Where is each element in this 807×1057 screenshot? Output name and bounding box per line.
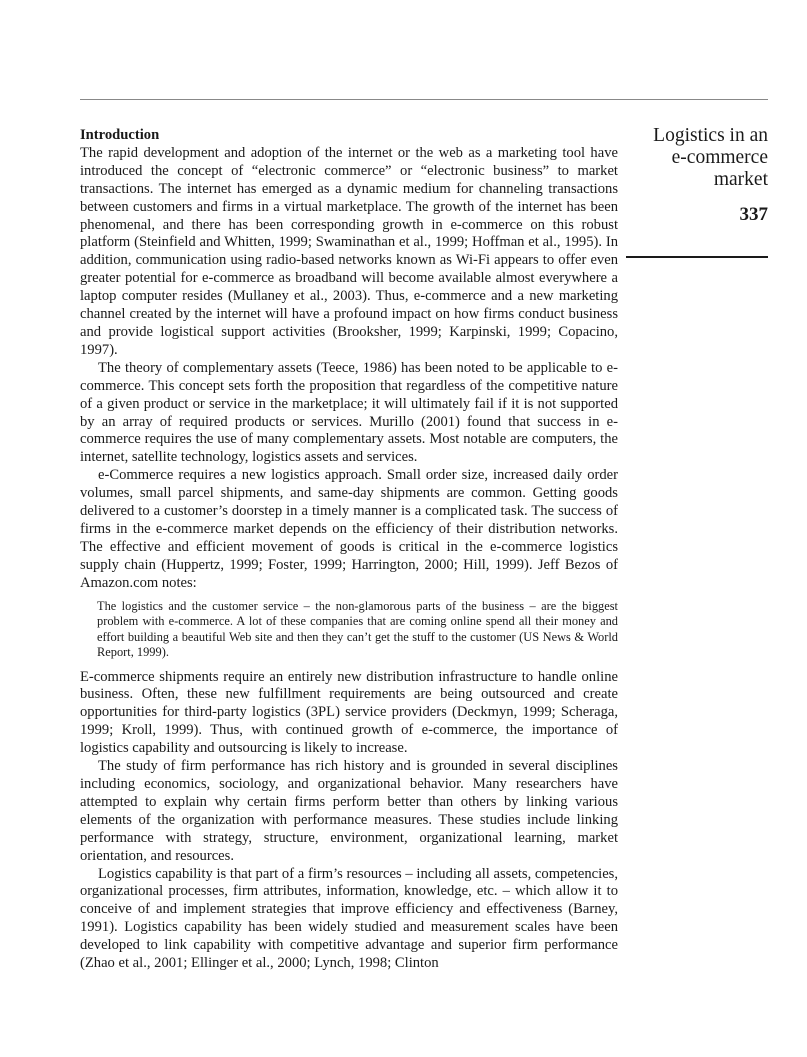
running-title-line-2: e-commerce: [671, 147, 768, 168]
paragraph-5: The study of firm performance has rich history and is grounded in several disciplines including economics, sociology, and organizational behavior. Many researchers have attempted to explain why certain firms perform better than others by linking various elements of the organization with performance measures. These studies include linking performance with strategy, structure, environment, organizational learning, market orientation, and resources.: [80, 758, 618, 864]
body-text: [80, 127, 618, 973]
running-title-line-3: market: [713, 169, 768, 190]
page-number-rule: [626, 256, 768, 258]
paragraph-3: e-Commerce requires a new logistics approach. Small order size, increased daily order volumes, small parcel shipments, and same-day shipments are common. Getting goods delivered to a customer’s doorstep in a timely manner is a complicated task. The success of firms in the e-commerce market depends on the efficiency of their distribution networks. The effective and efficient movement of goods is critical in the e-commerce logistics supply chain (Huppertz, 1999; Foster, 1999; Harrington, 2000; Hill, 1999). Jeff Bezos of Amazon.com notes:: [80, 467, 618, 591]
block-quote: The logistics and the customer service – the non-glamorous parts of the business – are the biggest problem with e-commerce. A lot of these companies that are coming online spend all their money and effort building a beautiful Web site and then they can’t get the stuff to the customer (US News & World Report, 1999).: [97, 598, 618, 660]
paragraph-2: The theory of complementary assets (Teece, 1986) has been noted to be applicable to e-commerce. This concept sets forth the proposition that regardless of the competitive nature of a given product or service in the marketplace; it will ultimately fail if it is not supported by an array of required products or services. Murillo (2001) found that success in e-commerce requires the use of many complementary assets. Most notable are computers, the internet, satellite technology, logistics assets and services.: [80, 359, 618, 466]
paragraph-6: Logistics capability is that part of a firm’s resources – including all assets, competencies, organizational processes, firm attributes, information, knowledge, etc. – which allow it to conceive of and implement strategies that improve efficiency and effectiveness (Barney, 1991). Logistics capability has been widely studied and measurement scales have been developed to link capability with competitive advantage and superior firm performance (Zhao et al., 2001; Ellinger et al., 2000; Lynch, 1998; Clinton: [80, 865, 618, 972]
running-title-line-1: Logistics in an: [653, 125, 768, 146]
page-number: 337: [739, 204, 768, 225]
paragraph-4: E-commerce shipments require an entirely new distribution infrastructure to handle online business. Often, these new fulfillment requirements are being outsourced and create opportunities for third-party logistics (3PL) service providers (Deckmyn, 1999; Scheraga, 1999; Kroll, 1999). Thus, with continued growth of e-commerce, the importance of logistics capability and outsourcing is likely to increase.: [80, 668, 618, 757]
running-head: [626, 125, 768, 226]
header-rule: [80, 99, 768, 100]
section-heading: Introduction: [80, 127, 160, 143]
paragraph-1: The rapid development and adoption of the internet or the web as a marketing tool have introduced the concept of “electronic commerce” or “electronic business” to market transactions. The internet has emerged as a dynamic medium for channeling transactions between customers and firms in a virtual marketplace. The growth of the internet has been phenomenal, and there has been corresponding growth in e-commerce on this robust platform (Steinfield and Whitten, 1999; Swaminathan et al., 1999; Hoffman et al., 1995). In addition, communication using radio-based networks known as Wi-Fi appears to offer even greater potential for e-commerce as broadband will become available almost everywhere a laptop computer resides (Mullaney et al., 2003). Thus, e-commerce and a new marketing channel created by the internet will have a profound impact on how firms conduct business and provide logistical support activities (Brooksher, 1999; Karpinski, 1999; Copacino, 1997).: [80, 144, 618, 358]
